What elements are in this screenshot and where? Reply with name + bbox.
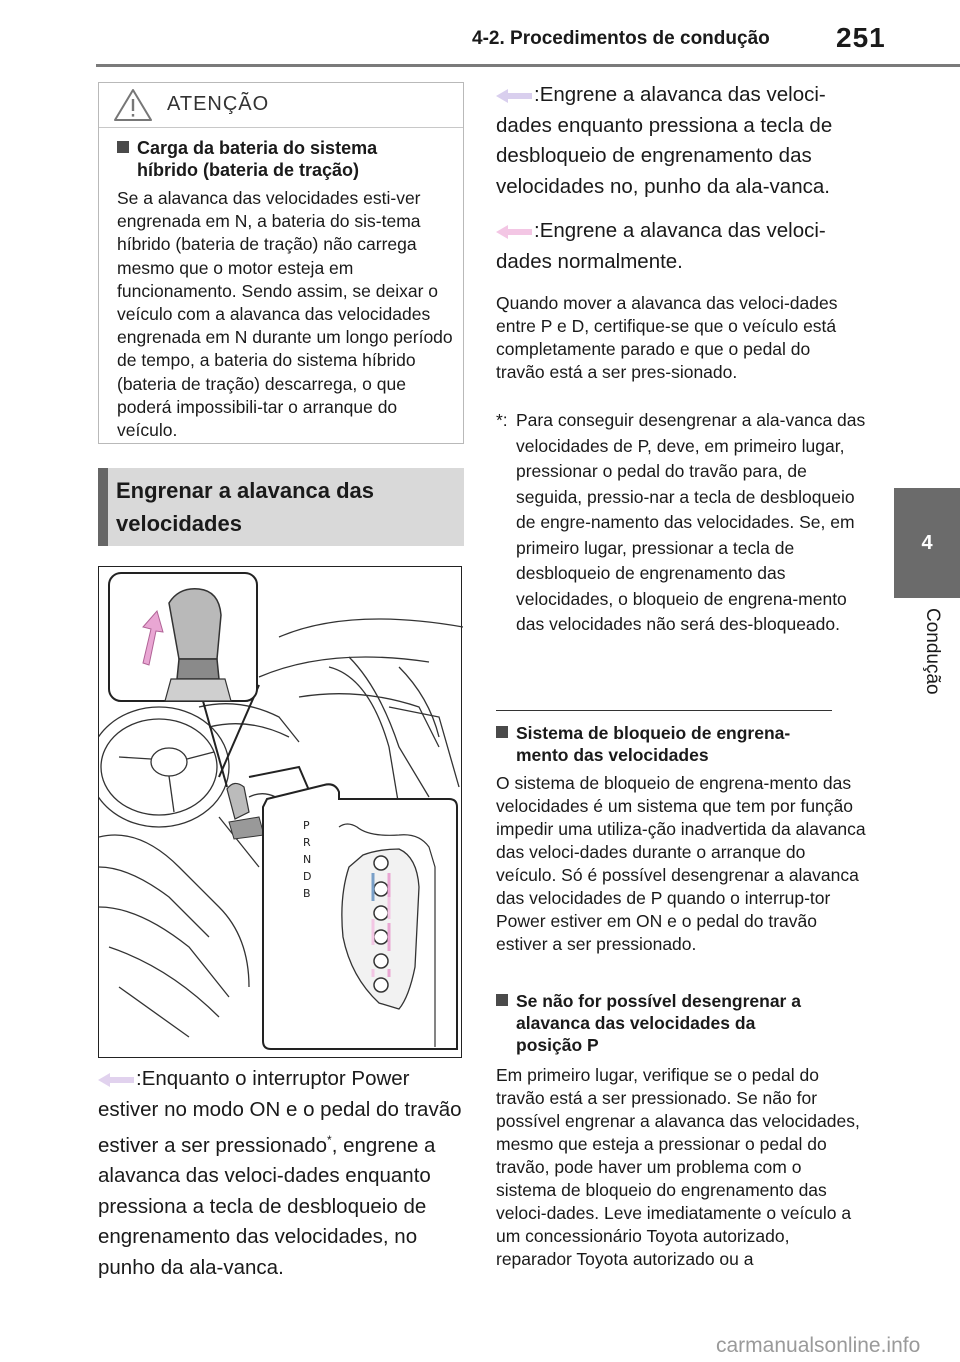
left-arrow-icon <box>496 89 532 103</box>
chapter-number: 4 <box>921 532 933 554</box>
section-divider <box>496 710 832 711</box>
gate-label-n: N <box>303 853 312 866</box>
warning-header <box>99 83 463 128</box>
lock-system-text: O sistema de bloqueio de engrena-mento das velocidades é um sistema que tem por função impedir uma utiliza-ção inadvertida da alavanca das veloci-dades durante o arranque do veículo. Só é possível desengrenar a alavanca das velocidades de P quando o interrup-tor Power estiver em ON e o pedal do travão estiver a ser pressionado. <box>496 773 866 954</box>
chapter-label: Condução <box>922 608 943 695</box>
footnote-text: Para conseguir desengrenar a ala-vanca das velocidades de P, deve, em primeiro lugar, pressionar o pedal do travão para, de seguida, pressio-nar a tecla de desbloqueio de engre-namento das velocidades. Se, em primeiro lugar, pressionar a tecla de desbloqueio de engrenamento das velocidades, o bloqueio de engrena-mento das velocidades não será des-bloqueado. <box>516 410 866 634</box>
warning-title: ATENÇÃO <box>167 93 270 115</box>
header-title: 4-2. Procedimentos de condução <box>472 28 770 49</box>
left-arrow-icon <box>98 1073 134 1087</box>
legend-item-2: :Engrene a alavanca das veloci-dades enquanto pressiona a tecla de desbloqueio de engrenamento das velocidades no, punho da ala-vanca. <box>496 83 833 198</box>
shift-lever-illustration <box>98 566 462 1058</box>
gate-label-b: B <box>303 887 311 900</box>
legend-item-1: :Enquanto o interruptor Power estiver no modo ON e o pedal do travão estiver a ser pressionado*, engrene a alavanca das veloci-dades enquanto pressiona a tecla de desbloqueio de engrenamento das velocidades, no punho da ala-vanca. <box>98 1067 462 1279</box>
bullet-square-icon <box>496 726 508 738</box>
chapter-tab[interactable] <box>894 488 960 598</box>
warning-text: Se a alavanca das velocidades esti-ver engrenada em N, a bateria do sis-tema híbrido (bateria de tração) não carrega mesmo que o motor esteja em funcionamento. Sendo assim, se deixar o veículo com a alavanca das velocidades engrenada em N durante um longo período de tempo, a bateria do sistema híbrido (bateria de tração) descarrega, o que poderá impossibili-tar o arranque do veículo. <box>117 188 453 441</box>
gate-label-r: R <box>303 836 311 849</box>
header-rule <box>96 64 960 67</box>
warning-box <box>98 82 464 444</box>
bullet-square-icon <box>117 141 129 153</box>
left-arrow-icon <box>496 225 532 239</box>
car-interior-drawing <box>99 567 463 1059</box>
legend-item-3: :Engrene a alavanca das veloci-dades normalmente. <box>496 219 826 273</box>
shift-p-d-paragraph: Quando mover a alavanca das veloci-dades entre P e D, certifique-se que o veículo está completamente parado e que o pedal do travão está a ser pres-sionado. <box>496 293 838 382</box>
release-text: Em primeiro lugar, verifique se o pedal do travão está a ser pressionado. Se não for possível engrenar a alavanca das velocidades, mesmo que esteja a pressionar o pedal do travão, pode haver um problema com o sistema de bloqueio do engrenamento das veloci-dades. Leve imediatamente o veículo a um concessionário Toyota autorizado, reparador Toyota autorizado ou a <box>496 1065 860 1269</box>
page-number: 251 <box>836 22 886 53</box>
warning-subtitle: Carga da bateria do sistema híbrido (bateria de tração) <box>117 137 447 181</box>
lock-system-heading: Sistema de bloqueio de engrena- mento das velocidades <box>496 722 856 766</box>
section-title: Engrenar a alavanca das velocidades <box>116 478 375 536</box>
gate-label-d: D <box>303 870 312 883</box>
bullet-square-icon <box>496 994 508 1006</box>
section-heading <box>98 468 464 546</box>
footnote-marker: *: <box>496 410 508 430</box>
release-heading: Se não for possível desengrenar a alavanca das velocidades da posição P <box>496 990 866 1056</box>
gate-label-p: P <box>303 819 310 832</box>
warning-triangle-icon <box>113 88 153 122</box>
watermark: carmanualsonline.info <box>716 1334 921 1357</box>
